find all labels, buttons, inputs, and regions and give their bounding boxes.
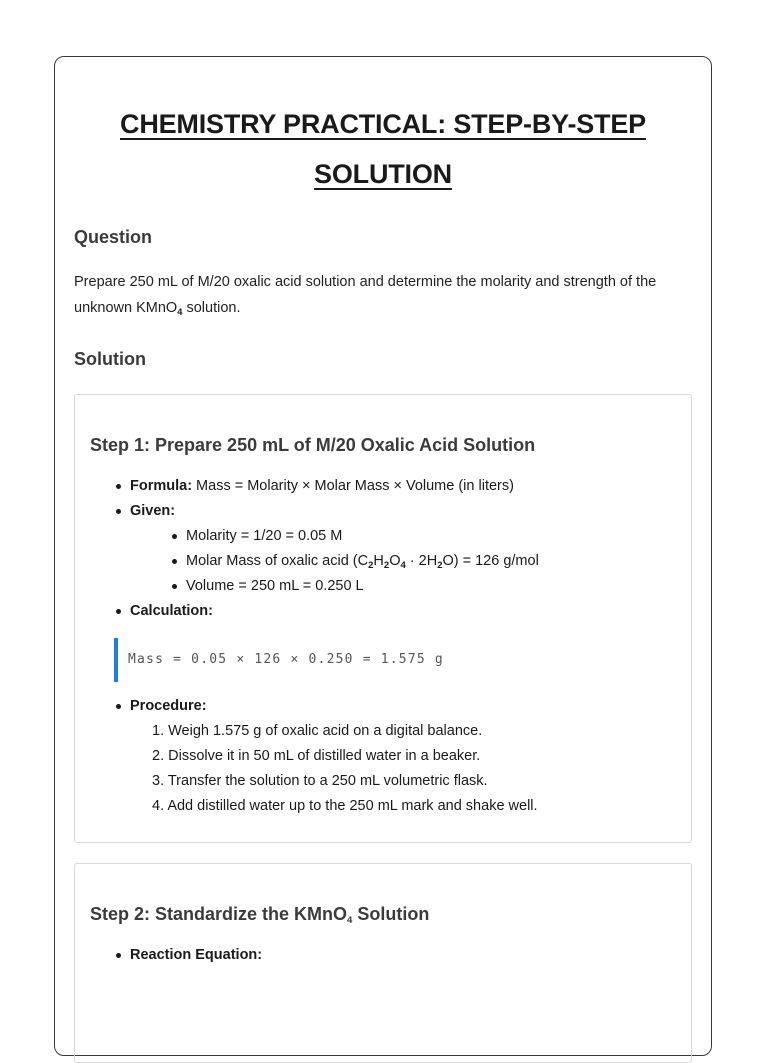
- procedure-label: Procedure:: [130, 698, 207, 714]
- step-2-heading-subscript: 4: [347, 915, 353, 926]
- step-1-list: [90, 474, 676, 819]
- molar-mass-prefix: Molar Mass of oxalic acid (C: [186, 553, 369, 569]
- step-2-heading-part1: Step 2: Standardize the KMnO: [90, 904, 348, 924]
- molar-mass-sub-2: 2: [383, 560, 390, 571]
- molar-mass-sub-1: 2: [368, 560, 374, 571]
- question-heading: Question: [74, 227, 153, 247]
- given-label: Given:: [130, 503, 176, 519]
- given-list: [130, 524, 676, 599]
- molar-mass-sub-4: 2: [437, 560, 443, 571]
- step-2-list: [90, 943, 676, 968]
- given-molar-mass: [186, 549, 676, 574]
- formula-item: [130, 474, 676, 499]
- step-2-heading-part2: Solution: [352, 904, 430, 924]
- given-volume: Volume = 250 mL = 0.250 L: [186, 574, 676, 599]
- question-text-part1: Prepare 250 mL of M/20 oxalic acid solution and determine the molarity and strength of the unknown KMnO: [74, 274, 657, 316]
- solution-heading: Solution: [74, 349, 146, 369]
- molar-mass-mid: · 2H: [405, 553, 438, 569]
- question-text: [74, 269, 692, 321]
- step-1-panel: [74, 394, 692, 843]
- molar-mass-h: H: [373, 553, 384, 569]
- procedure-item: [130, 694, 676, 819]
- procedure-step: 2. Dissolve it in 50 mL of distilled water in a beaker.: [152, 748, 481, 764]
- reaction-item: [130, 943, 676, 968]
- procedure-step: 4. Add distilled water up to the 250 mL mark and shake well.: [152, 798, 538, 814]
- molar-mass-o: O: [389, 553, 401, 569]
- content-card: [54, 56, 712, 1056]
- molar-mass-suffix: O) = 126 g/mol: [442, 553, 539, 569]
- calculation-code-block: Mass = 0.05 × 126 × 0.250 = 1.575 g: [114, 638, 676, 682]
- question-text-part2: solution.: [182, 300, 241, 316]
- question-subscript: 4: [177, 307, 183, 318]
- calculation-label: Calculation:: [130, 603, 213, 619]
- step-2-heading: [90, 902, 676, 926]
- step-2-panel: [74, 863, 692, 1063]
- formula-label: Formula:: [130, 478, 193, 494]
- procedure-list: [130, 719, 676, 819]
- given-item: [130, 499, 676, 599]
- procedure-step: 1. Weigh 1.575 g of oxalic acid on a digital balance.: [152, 723, 483, 739]
- calculation-item: [130, 599, 676, 682]
- step-1-heading: Step 1: Prepare 250 mL of M/20 Oxalic Acid Solution: [90, 435, 536, 455]
- reaction-label: Reaction Equation:: [130, 947, 263, 963]
- formula-text: Mass = Molarity × Molar Mass × Volume (in liters): [192, 478, 514, 494]
- molar-mass-sub-3: 4: [400, 560, 406, 571]
- procedure-step: 3. Transfer the solution to a 250 mL volumetric flask.: [152, 773, 488, 789]
- page-title: CHEMISTRY PRACTICAL: STEP-BY-STEP SOLUTION: [120, 109, 646, 189]
- given-molarity: Molarity = 1/20 = 0.05 M: [186, 524, 676, 549]
